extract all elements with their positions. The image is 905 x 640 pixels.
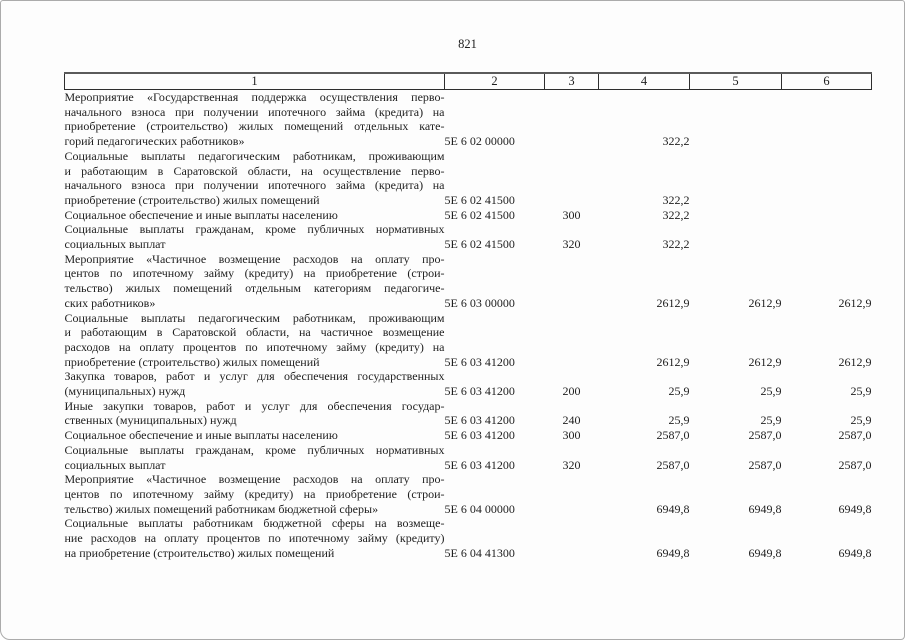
text-line: и работающим в Саратовской области, на осуществление перво-: [64, 163, 445, 178]
activity-cell: [65, 516, 445, 560]
amount-cell: 2612,9: [838, 354, 872, 369]
amount-cell: [690, 149, 782, 208]
text-line: тельство) жилых помещений работникам бюджетной сферы»: [64, 501, 379, 516]
amount-cell: [782, 149, 872, 208]
table-row: [65, 222, 872, 251]
column-header: 6: [782, 73, 872, 90]
text-line: социальных выплат: [64, 237, 166, 252]
text-line: ние расходов на оплату процентов по ипотечному займу (кредиту): [64, 531, 445, 546]
text-line: Социальные выплаты гражданам, кроме публичных нормативных: [64, 442, 445, 457]
table-row: [65, 252, 872, 311]
expense-type-cell: 320: [562, 237, 581, 252]
amount-cell: 2612,9: [748, 354, 782, 369]
amount-cell: 25,9: [760, 384, 782, 399]
text-line: Закупка товаров, работ и услуг для обеспечения государственных: [64, 369, 445, 384]
text-line: Мероприятие «Частичное возмещение расходов на оплату про-: [64, 472, 445, 487]
activity-cell: [65, 443, 445, 472]
text-line: приобретение (строительство) жилых помещений: [64, 192, 320, 207]
table-row: [65, 472, 872, 516]
code-cell: 5Е 6 04 41300: [444, 545, 515, 560]
expense-type-cell: [545, 472, 599, 516]
table-row: [65, 399, 872, 428]
expense-type-cell: [545, 311, 599, 370]
budget-table: [64, 72, 872, 561]
amount-cell: [690, 90, 782, 149]
text-line: приобретение (строительство) жилых помещений: [64, 354, 320, 369]
amount-cell: 25,9: [850, 413, 872, 428]
text-line: Иные закупки товаров, работ и услуг для обеспечения государ-: [64, 398, 445, 413]
amount-cell: 25,9: [668, 413, 690, 428]
code-cell: 5Е 6 03 00000: [444, 295, 515, 310]
text-line: Социальное обеспечение и иные выплаты населению: [64, 428, 338, 443]
expense-type-cell: [545, 252, 599, 311]
budget-table-wrapper: [64, 72, 871, 561]
code-cell: 5Е 6 03 41200: [444, 354, 515, 369]
code-cell: 5Е 6 02 41500: [444, 237, 515, 252]
activity-cell: [65, 222, 445, 251]
column-header: 1: [65, 73, 445, 90]
text-line: Социальные выплаты гражданам, кроме публичных нормативных: [64, 222, 445, 237]
text-line: центов по ипотечному займу (кредиту) на приобретение (строи-: [64, 266, 445, 281]
text-line: приобретение (строительство) жилых помещений отдельных кате-: [64, 119, 445, 134]
activity-cell: [65, 399, 445, 428]
activity-cell: [65, 428, 445, 443]
table-row: [65, 443, 872, 472]
expense-type-cell: 300: [562, 428, 581, 443]
amount-cell: 25,9: [668, 384, 690, 399]
amount-cell: 2587,0: [838, 428, 872, 443]
amount-cell: 6949,8: [838, 545, 872, 560]
amount-cell: 2587,0: [748, 457, 782, 472]
text-line: (муниципальных) нужд: [64, 384, 186, 399]
text-line: Социальное обеспечение и иные выплаты населению: [64, 207, 338, 222]
table-row: [65, 428, 872, 443]
table-body: [65, 90, 872, 561]
code-cell: 5Е 6 02 41500: [444, 207, 515, 222]
amount-cell: [782, 90, 872, 149]
amount-cell: 322,2: [662, 207, 690, 222]
table-row: [65, 516, 872, 560]
table-row: [65, 90, 872, 149]
table-row: [65, 369, 872, 398]
expense-type-cell: [545, 516, 599, 560]
amount-cell: 6949,8: [656, 545, 690, 560]
text-line: центов по ипотечному займу (кредиту) на приобретение (строи-: [64, 486, 445, 501]
code-cell: 5Е 6 04 00000: [444, 501, 515, 516]
text-line: ственных (муниципальных) нужд: [64, 413, 237, 428]
text-line: ских работников»: [64, 295, 156, 310]
amount-cell: [782, 208, 872, 223]
table-row: [65, 208, 872, 223]
text-line: горий педагогических работников»: [64, 134, 245, 149]
text-line: Социальные выплаты работникам бюджетной сферы на возмеще-: [64, 516, 445, 531]
amount-cell: 322,2: [662, 134, 690, 149]
amount-cell: 2612,9: [748, 295, 782, 310]
text-line: социальных выплат: [64, 457, 166, 472]
amount-cell: 2612,9: [838, 295, 872, 310]
text-line: Мероприятие «Частичное возмещение расходов на оплату про-: [64, 251, 445, 266]
activity-cell: [65, 90, 445, 149]
text-line: начального взноса при получении ипотечного займа (кредита) на: [64, 104, 445, 119]
amount-cell: 6949,8: [838, 501, 872, 516]
activity-cell: [65, 252, 445, 311]
code-cell: 5Е 6 02 41500: [444, 192, 515, 207]
text-line: Социальные выплаты педагогическим работникам, проживающим: [64, 310, 445, 325]
amount-cell: 322,2: [662, 237, 690, 252]
amount-cell: [782, 222, 872, 251]
text-line: Мероприятие «Государственная поддержка осуществления перво-: [64, 90, 445, 104]
column-header: 4: [599, 73, 690, 90]
expense-type-cell: 320: [562, 457, 581, 472]
header-row: [65, 73, 872, 90]
expense-type-cell: 200: [562, 384, 581, 399]
column-header: 3: [545, 73, 599, 90]
code-cell: 5Е 6 03 41200: [444, 428, 515, 443]
code-cell: 5Е 6 03 41200: [444, 457, 515, 472]
amount-cell: 2587,0: [748, 428, 782, 443]
text-line: Социальные выплаты педагогическим работникам, проживающим: [64, 148, 445, 163]
code-cell: 5Е 6 03 41200: [444, 413, 515, 428]
amount-cell: 2587,0: [656, 428, 690, 443]
text-line: расходов на оплату процентов по ипотечному займу (кредиту) на: [64, 339, 445, 354]
amount-cell: 2612,9: [656, 354, 690, 369]
expense-type-cell: 240: [562, 413, 581, 428]
code-cell: 5Е 6 02 00000: [444, 134, 515, 149]
amount-cell: 2587,0: [838, 457, 872, 472]
amount-cell: 25,9: [850, 384, 872, 399]
activity-cell: [65, 311, 445, 370]
amount-cell: 6949,8: [748, 545, 782, 560]
amount-cell: 6949,8: [748, 501, 782, 516]
amount-cell: 6949,8: [656, 501, 690, 516]
amount-cell: 25,9: [760, 413, 782, 428]
text-line: тельство) жилых помещений отдельным категориям педагогиче-: [64, 281, 445, 296]
amount-cell: 2587,0: [656, 457, 690, 472]
column-header: 2: [445, 73, 545, 90]
amount-cell: [690, 208, 782, 223]
text-line: и работающим в Саратовской области, на частичное возмещение: [64, 325, 445, 340]
page-number: 821: [458, 37, 477, 51]
table-row: [65, 311, 872, 370]
amount-cell: 322,2: [662, 192, 690, 207]
amount-cell: 2612,9: [656, 295, 690, 310]
text-line: на приобретение (строительство) жилых помещений: [64, 545, 335, 560]
expense-type-cell: [545, 149, 599, 208]
activity-cell: [65, 369, 445, 398]
expense-type-cell: [545, 90, 599, 149]
activity-cell: [65, 149, 445, 208]
text-line: начального взноса при получении ипотечного займа (кредита) на: [64, 178, 445, 193]
column-header: 5: [690, 73, 782, 90]
amount-cell: [690, 222, 782, 251]
table-row: [65, 149, 872, 208]
expense-type-cell: 300: [562, 207, 581, 222]
activity-cell: [65, 208, 445, 223]
activity-cell: [65, 472, 445, 516]
code-cell: 5Е 6 03 41200: [444, 384, 515, 399]
